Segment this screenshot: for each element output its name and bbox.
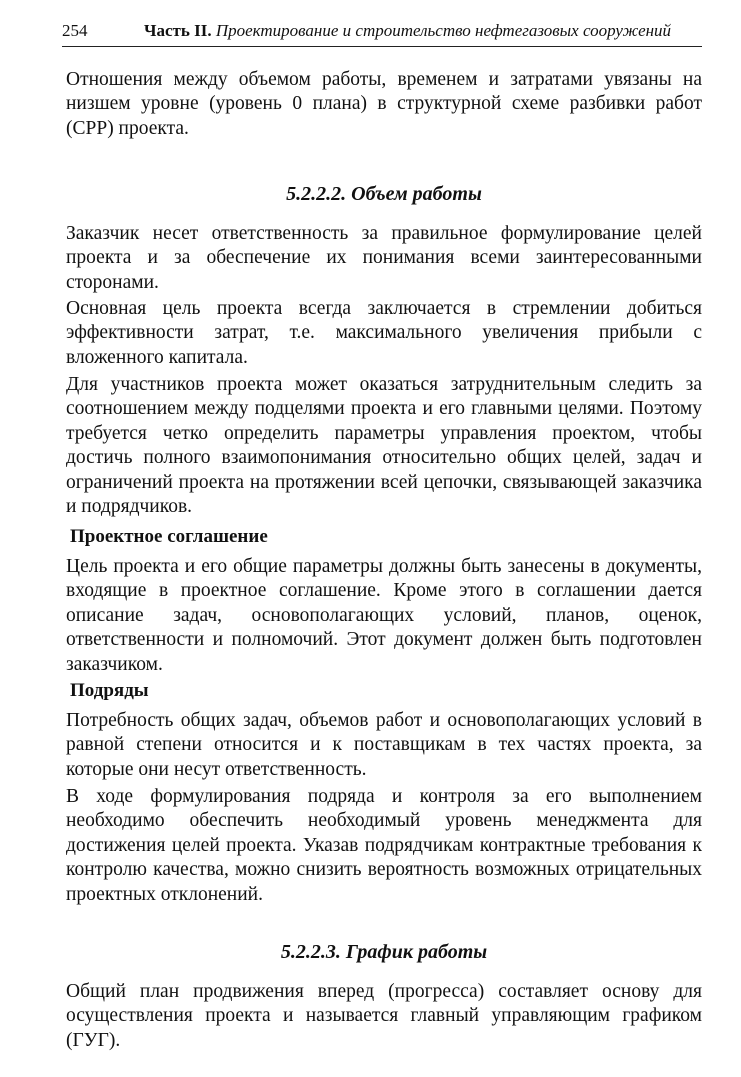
agreement-heading: Проектное соглашение [70, 526, 268, 547]
part-label: Часть II. [144, 21, 212, 40]
part-title: Проектирование и строительство нефтегазовых сооружений [215, 21, 672, 40]
intro-paragraph: Отношения между объемом работы, временем и затратами увязаны на низшем уровне (уровень 0 плана) в структурной схеме разбивки работ (СРР) проекта. [66, 69, 702, 139]
contracts-paragraph-1: Потребность общих задач, объемов работ и основополагающих условий в равной степени относится и к поставщикам в тех частях проекта, за которые они несут ответственность. [66, 710, 702, 780]
section-heading-schedule: 5.2.2.3. График работы [280, 941, 488, 963]
agreement-paragraph: Цель проекта и его общие параметры должны быть занесены в документы, входящие в проектное соглашение. Кроме этого в соглашении дается описание задач, основополагающих условий, планов, оценок, ответственности и полномочий. Этот документ должен быть подготовлен заказчиком. [66, 556, 702, 675]
contracts-paragraph-2: В ходе формулирования подряда и контроля за его выполнением необходимо обеспечить необходимый уровень менеджмента для достижения целей проекта. Указав подрядчикам контрактные требования к контролю качества, можно снизить вероятность возможных отрицательных проектных отклонений. [66, 786, 702, 905]
page-number: 254 [62, 21, 88, 40]
contracts-heading: Подряды [70, 680, 149, 701]
section-heading-scope: 5.2.2.2. Объем работы [286, 183, 482, 205]
scope-paragraph-3: Для участников проекта может оказаться затруднительным следить за соотношением между подцелями проекта и его главными целями. Поэтому требуется четко определить параметры управления проектом, чтобы достичь полного взаимопонимания относительно общих целей, задач и ограничений проекта на протяжении всей цепочки, связывающей заказчика и подрядчиков. [66, 374, 702, 518]
scope-paragraph-2: Основная цель проекта всегда заключается в стремлении добиться эффективности затрат, т.е. максимального увеличения прибыли с вложенного капитала. [66, 298, 702, 368]
scope-paragraph-1: Заказчик несет ответственность за правильное формулирование целей проекта и за обеспечение их понимания всеми заинтересованными сторонами. [66, 223, 702, 293]
running-header [62, 16, 702, 47]
running-title [144, 16, 671, 46]
schedule-paragraph-1: Общий план продвижения вперед (прогресса) составляет основу для осуществления проекта и называется главный управляющим графиком (ГУГ). [66, 981, 702, 1051]
